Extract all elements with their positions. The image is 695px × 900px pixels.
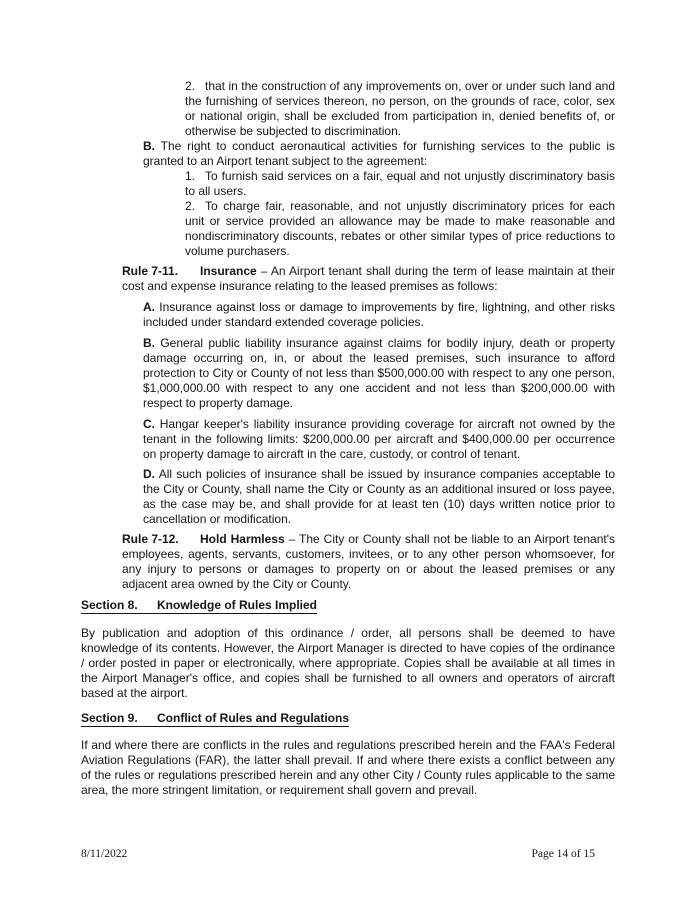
section-number-label: Section 9. bbox=[81, 711, 138, 725]
list-item-text: that in the construction of any improvements on, over or under such land and the furnishing of services thereon, no person, on the grounds of race, color, sex or national origin, shall be excluded from participation in, denied benefits of, or otherwise be subjected to discrimination. bbox=[185, 79, 615, 138]
insurance-item-d bbox=[81, 467, 615, 527]
rule-7-12-paragraph bbox=[81, 532, 615, 592]
insurance-item-c bbox=[81, 417, 615, 462]
paragraph-text: The right to conduct aeronautical activities for furnishing services to the public is granted to an Airport tenant subject to the agreement: bbox=[143, 139, 615, 168]
rule-title: Insurance bbox=[200, 264, 257, 278]
numbered-item-construction bbox=[81, 79, 615, 139]
section-heading-underline bbox=[81, 598, 317, 614]
page-footer bbox=[81, 848, 615, 860]
footer-page-number: Page 14 of 15 bbox=[531, 848, 595, 860]
list-number: 2. bbox=[185, 79, 196, 93]
list-number: 2. bbox=[185, 199, 196, 213]
list-number: 1. bbox=[185, 169, 196, 183]
section-title: Conflict of Rules and Regulations bbox=[157, 711, 350, 725]
insurance-item-b bbox=[81, 336, 615, 411]
section-number-label: Section 8. bbox=[81, 598, 138, 612]
rule-lead-text: – An Airport tenant shall during the term of lease maintain at their cost and expense insurance relating to the leased premises as follows: bbox=[122, 264, 615, 293]
paragraph-letter-label: C. bbox=[143, 417, 155, 431]
paragraph-text: If and where there are conflicts in the rules and regulations prescribed herein and the FAA's Federal Aviation Regulations (FAR), the latter shall prevail. If and where there exists a conflict between any of the rules or regulations prescribed herein and any other City / County rules applicable to the same area, the more stringent limitation, or requirement shall govern and prevail. bbox=[81, 738, 615, 797]
paragraph-letter-label: B. bbox=[143, 139, 155, 153]
numbered-item-charge bbox=[81, 199, 615, 259]
paragraph-letter-label: A. bbox=[143, 300, 155, 314]
section-8-body bbox=[81, 626, 615, 701]
page-body bbox=[81, 79, 615, 798]
paragraph-letter-label: D. bbox=[143, 467, 155, 481]
paragraph-text: Insurance against loss or damage to improvements by fire, lightning, and other risks included under standard extended coverage policies. bbox=[143, 300, 616, 329]
rule-lead-text: – The City or County shall not be liable to an Airport tenant's employees, agents, servants, customers, invitees, or to any other person whomsoever, for any injury to persons or damages to property on or about the leased premises or any adjacent area owned by the City or County. bbox=[122, 532, 616, 591]
paragraph-text: Hangar keeper's liability insurance providing coverage for aircraft not owned by the tenant in the following limits: $200,000.00 per aircraft and $400,000.00 per occurrence on property damage to aircraft in the care, custody, or control of tenant. bbox=[143, 417, 615, 461]
paragraph-letter-label: B. bbox=[143, 336, 155, 350]
section-heading-underline bbox=[81, 711, 349, 727]
paragraph-text: By publication and adoption of this ordinance / order, all persons shall be deemed to have knowledge of its contents. However, the Airport Manager is directed to have copies of the ordinance / order posted in paper or electronically, where appropriate. Copies shall be available at all times in the Airport Manager's office, and copies shall be furnished to all owners and operators of aircraft based at the airport. bbox=[81, 626, 615, 700]
section-9-heading bbox=[81, 711, 615, 726]
insurance-item-a bbox=[81, 300, 615, 330]
paragraph-text: All such policies of insurance shall be issued by insurance companies acceptable to the City or County, shall name the City or County as an additional insured or loss payee, as the case may be, and shall provide for at least ten (10) days written notice prior to cancellation or modification. bbox=[143, 467, 615, 526]
section-8-heading bbox=[81, 598, 615, 613]
rule-number-label: Rule 7-12. bbox=[122, 532, 179, 546]
rule-number-label: Rule 7-11. bbox=[122, 264, 179, 278]
rule-title: Hold Harmless bbox=[200, 532, 285, 546]
list-item-text: To furnish said services on a fair, equal and not unjustly discriminatory basis to all users. bbox=[185, 169, 615, 198]
section-9-body bbox=[81, 738, 615, 798]
section-title: Knowledge of Rules Implied bbox=[157, 598, 318, 612]
list-item-text: To charge fair, reasonable, and not unjustly discriminatory prices for each unit or service provided an allowance may be made to make reasonable and nondiscriminatory discounts, rebates or other similar types of price reductions to volume purchasers. bbox=[185, 199, 615, 258]
lettered-paragraph-b bbox=[81, 139, 615, 169]
numbered-item-furnish bbox=[81, 169, 615, 199]
paragraph-text: General public liability insurance against claims for bodily injury, death or property damage occurring on, in, or about the leased premises, such insurance to afford protection to City or County of not less than $500,000.00 with respect to any one person, $1,000,000.00 with respect to any one accident and not less than $200,000.00 with respect to property damage. bbox=[143, 336, 615, 410]
rule-7-11-paragraph bbox=[81, 264, 615, 294]
footer-date: 8/11/2022 bbox=[81, 848, 128, 860]
